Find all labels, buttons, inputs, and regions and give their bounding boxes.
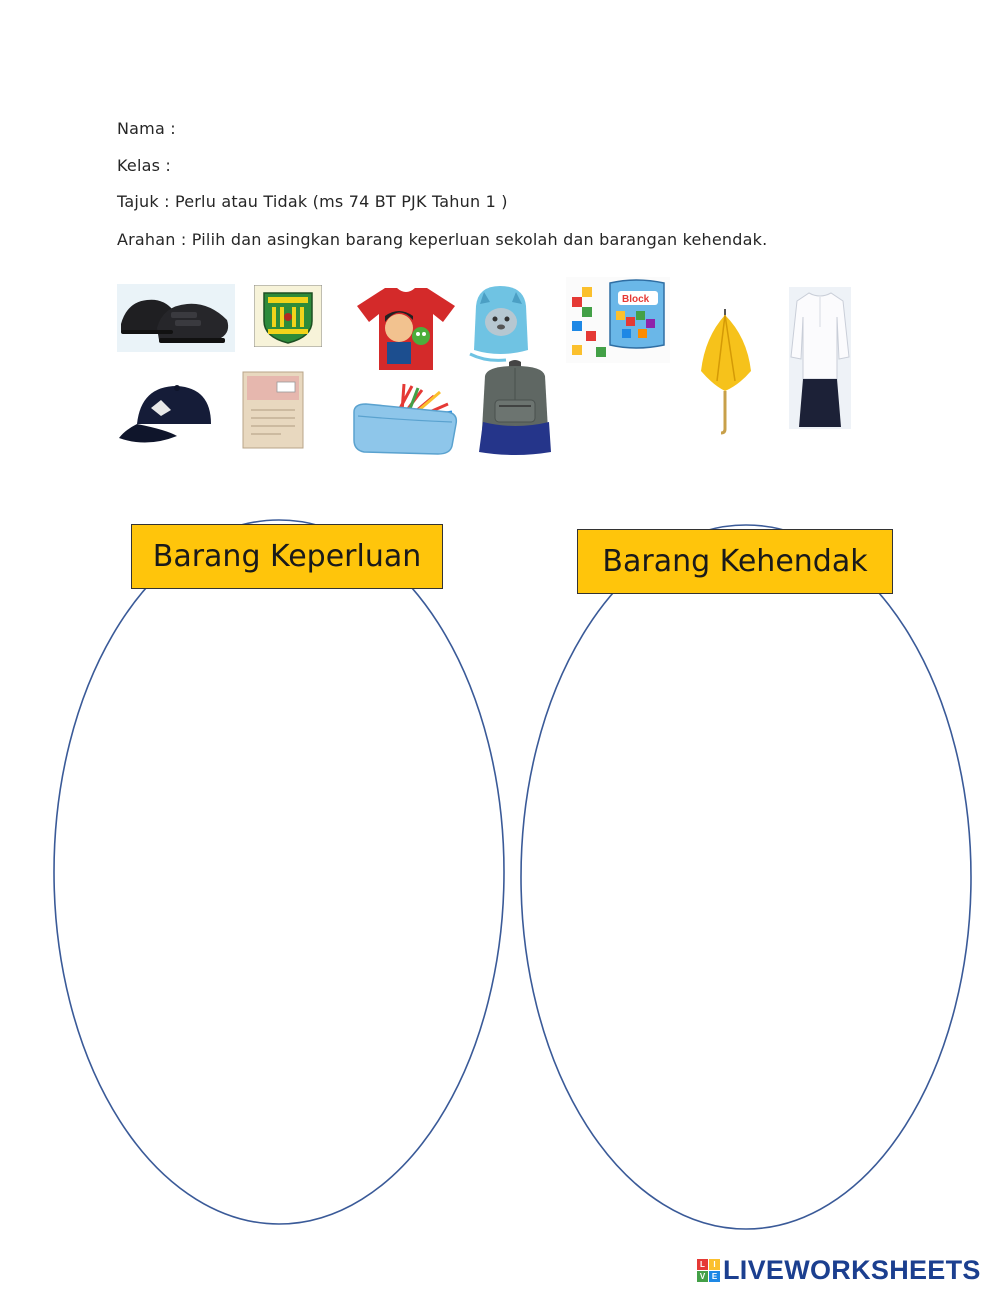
kehendak-label: Barang Kehendak bbox=[577, 529, 893, 594]
name-field-label: Nama : bbox=[117, 119, 176, 138]
logo-blocks-icon: L I V E bbox=[697, 1259, 720, 1282]
liveworksheets-logo bbox=[697, 1253, 981, 1287]
brand-name: LIVEWORKSHEETS bbox=[723, 1254, 981, 1285]
svg-text:Block: Block bbox=[622, 294, 650, 305]
keperluan-label: Barang Keperluan bbox=[131, 524, 443, 589]
instruction-text: Arahan : Pilih dan asingkan barang keperluan sekolah dan barangan kehendak. bbox=[117, 230, 768, 249]
keperluan-drop-zone[interactable] bbox=[54, 520, 504, 1224]
class-field-label: Kelas : bbox=[117, 156, 172, 175]
title-text: Tajuk : Perlu atau Tidak (ms 74 BT PJK Tahun 1 ) bbox=[117, 192, 508, 211]
kehendak-drop-zone[interactable] bbox=[521, 525, 971, 1229]
